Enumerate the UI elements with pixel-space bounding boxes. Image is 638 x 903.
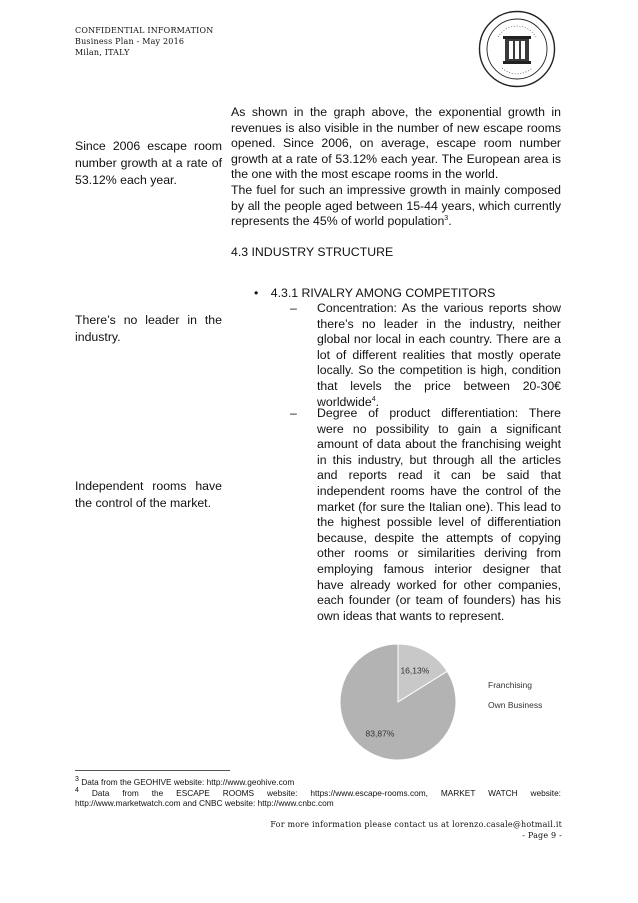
- list-item-differentiation: [290, 406, 561, 624]
- document-title: Business Plan - May 2016: [75, 37, 185, 46]
- pie-chart: [336, 640, 566, 762]
- margin-note-independent: Independent rooms have the control of the market.: [75, 479, 222, 510]
- confidential-label: CONFIDENTIAL INFORMATION: [75, 26, 214, 35]
- paragraph-fuel: [231, 183, 561, 230]
- footnote-ref-4: 4: [371, 395, 376, 403]
- item-concentration-end: .: [375, 394, 380, 409]
- contact-info: For more information please contact us at lorenzo.casale@hotmail.it: [270, 820, 562, 829]
- subsection-heading: 4.3.1 RIVALRY AMONG COMPETITORS: [270, 286, 496, 300]
- item-concentration-text: Concentration: As the various reports show there’s no leader in the industry, neither global nor local in each country. There are a lot of different realities that mostly operate locally. So the competition is high, condition that levels the price between 20-30€ worldwide: [317, 301, 561, 409]
- dash-icon: –: [290, 406, 297, 420]
- pie-slices: [340, 644, 456, 760]
- location: Milan, ITALY: [75, 48, 130, 57]
- margin-note-growth: Since 2006 escape room number growth at a rate of 53.12% each year.: [75, 139, 222, 187]
- footnote-number: 3: [75, 776, 79, 784]
- bullet-icon: •: [254, 286, 259, 300]
- data-label-franchising: 16,13%: [400, 665, 430, 676]
- list-item-text: Degree of product differentiation: There were no possibility to gain a significant amount of data about the franchising weight in this industry, but through all the articles and reports read it can be said that independent rooms have the control of the market (for sure the Italian one). This lead to the highest possible level of differentiation because, despite the attempts of copying other rooms or similarities deriving from employing famous interior designer that have already worked for other companies, each founder (or team of founders) has his own ideas that wants to represent.: [317, 406, 561, 623]
- page-number: - Page 9 -: [522, 831, 562, 840]
- paragraph-growth: As shown in the graph above, the exponential growth in revenues is also visible in the number of new escape rooms opened. Since 2006, on average, escape room number growth at a rate of 53.12% each year. The European area is the one with the most escape rooms in the world.: [231, 105, 561, 182]
- list-item-text: [317, 301, 561, 410]
- company-seal-logo: [478, 10, 556, 88]
- footnote-text: Data from the GEOHIVE website: http://www.geohive.com: [81, 777, 295, 787]
- legend-franchising: Franchising: [488, 680, 532, 690]
- footnote-4: [75, 788, 561, 808]
- page-footer: [245, 819, 562, 841]
- footnote-divider: [75, 770, 230, 771]
- main-text-column: [231, 105, 561, 260]
- data-label-own-business: 83,87%: [365, 728, 395, 739]
- section-heading: 4.3 INDUSTRY STRUCTURE: [231, 244, 394, 259]
- footnote-3: [75, 777, 561, 787]
- paragraph-fuel-end: .: [448, 214, 452, 229]
- paragraph-fuel-text: The fuel for such an impressive growth in mainly composed by all the people aged between 15-44 years, which currently represents the 45% of world population: [231, 182, 561, 229]
- page-header: [75, 25, 213, 58]
- dash-icon: –: [290, 301, 297, 315]
- footnote-ref-3: 3: [444, 215, 449, 223]
- list-item-concentration: [290, 301, 561, 410]
- footnote-text: Data from the ESCAPE ROOMS website: https://www.escape-rooms.com, MARKET WATCH website: http://www.marketwatch.com and CNBC website: http://www.cnbc.com: [75, 788, 561, 808]
- subsection-bullet-row: [254, 286, 561, 302]
- legend-own-business: Own Business: [488, 700, 543, 710]
- margin-note-no-leader: There’s no leader in the industry.: [75, 313, 222, 344]
- footnote-number: 4: [75, 787, 79, 795]
